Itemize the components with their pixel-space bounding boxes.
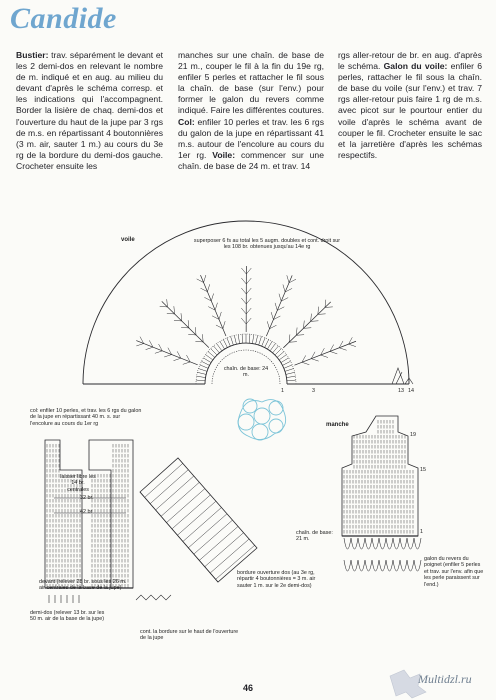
stitch-mark [202,334,203,342]
galon-loop [365,560,372,571]
center-note: laisser libre les 14 br. centrales [60,474,96,493]
stitch-mark [259,336,262,345]
bustier-heading: Bustier: [16,50,49,60]
stitch-mark [302,362,309,364]
stitch-mark [275,303,277,310]
stitch-mark [286,372,295,374]
stitch-mark [145,463,183,497]
stitch-mark [188,334,196,335]
stitch-mark [246,318,251,324]
stitch-mark [172,495,210,529]
stitch-mark [200,365,208,368]
stitch-mark [289,342,297,343]
demi-dos-stitch-rows [145,463,255,579]
stitch-mark [174,320,182,321]
stitch-mark [220,341,225,349]
galon-loop [386,560,393,571]
stitch-mark [246,298,251,304]
watermark: Multidzl.ru [418,672,472,686]
manche-stitch-rows [344,420,413,534]
stitch-mark [241,288,246,294]
stitch-mark [203,358,211,363]
stitch-mark [252,335,253,344]
stitch-mark [267,341,272,349]
galon-note: galon du revers du poignet (enfiler 5 perles et trav. sur l'env. afin que les perle paraissent sur l'end.) [424,556,484,588]
galon-loop [386,538,393,549]
stitch-mark [188,514,227,548]
galon-loop [379,538,386,549]
stitch-mark [197,376,206,377]
stitch-mark [256,335,258,344]
stitch-mark [183,508,222,542]
stitch-mark [146,347,153,349]
stitch-mark [241,268,246,274]
voile-base-label: chaîn. de base: 24 m. [223,366,269,379]
galon-loop [358,538,365,549]
stitch-mark [215,303,217,310]
stitch-mark [227,338,230,346]
stitch-mark [183,362,190,364]
stitch-mark [241,318,246,324]
stitch-mark [197,372,206,374]
stitch-mark [275,349,281,355]
galon-loop [393,560,400,571]
stitch-mark [160,306,168,307]
stitch-mark [311,359,318,361]
stitch-mark [242,334,243,343]
stitch-mark [205,533,244,567]
stitch-mark [208,352,215,358]
stitch-mark [262,338,265,346]
bustier-stitch-rows [47,444,128,588]
stitch-mark [211,349,217,355]
demi-dos-note: demi-dos (relever 13 br. sur les 50 m. air de la base de la jupe) [30,610,105,623]
galon-loop [414,538,421,549]
stitch-mark [155,351,162,353]
stitch-mark [294,341,356,365]
galon-loop [407,538,414,549]
bustier-text: trav. séparément le devant et les 2 demi-dos en relevant le nombre de m. indiqué et en aug. au milieu du devant d'après le schéma corresp. et les indications qui l'accompagnent. Border la lisière de chaq. demi-dos et l'ouverture du haut de la jupe par 3 rgs de m.s. en répartissant 4 boutonnières (3 m. air, sauter 1 m.) au cours du 3e rg de la bordure du demi-dos gauche. Crocheter ensuite les [16,50,163,171]
galon-loop [344,538,351,549]
galon-loop [400,560,407,571]
stitch-mark [281,358,289,363]
stitch-mark [207,284,209,291]
stitch-mark [196,380,205,381]
manche-row-19: 19 [410,432,416,438]
galon-loop [407,560,414,571]
voile-row-1: 1 [281,388,284,394]
stitch-mark [270,344,275,351]
voile-label: voile [121,237,135,243]
galon-loop [372,538,379,549]
stitch-mark [201,275,226,336]
galon-loop [379,560,386,571]
stitch-mark [283,302,330,348]
stitch-mark [161,482,199,516]
galon-loop [358,560,365,571]
voile-note: superposer 6 fs au total les 5 augm. doubles et cont. droit sur les 108 br. obtenues jusqu'au 14e rg [193,238,341,251]
stitch-mark [167,299,168,307]
stitch-mark [241,308,246,314]
stitch-mark [349,344,356,346]
stitch-mark [136,341,197,365]
stitch-mark [296,335,304,336]
stitch-mark [286,376,295,377]
stitch-mark [174,306,175,314]
stitch-mark [271,312,273,319]
galon-loop [372,560,379,571]
voile-row-3: 3 [312,388,315,394]
stitch-mark [277,352,284,358]
center-motif [238,399,286,440]
stitch-mark [188,320,189,328]
manche-row-15: 15 [420,467,426,473]
stitch-mark [150,470,188,504]
galon-loop [344,560,351,571]
manche-label: manche [326,422,349,428]
stitch-mark [283,284,285,291]
galon-loop [414,560,421,571]
col-heading: Col: [178,116,195,127]
count-32-label: 32 br. [80,495,94,501]
stitch-mark [283,361,291,365]
galon-loop [400,538,407,549]
galon-heading: Galon du voile: [383,61,448,72]
stitch-mark [181,313,182,321]
stitch-mark [211,293,213,300]
stitch-mark [156,476,194,510]
stitch-mark [287,275,289,282]
stitch-mark [273,346,279,353]
stitch-mark [194,520,233,554]
stitch-mark [231,336,234,345]
stitch-mark [214,346,220,353]
stitch-mark [241,298,246,304]
galon-loop [351,538,358,549]
stitch-mark [267,321,269,328]
manches-text: manches sur une chaîn. de base de 21 m., couper le fil à la fin du 19e rg, enfiler 5 perles et rattacher le fil sous la chaîn. de base (sur l'env.) pour former le galon du revers comme indiqué. Faire les différentes coutures. [178,50,324,116]
stitch-mark [265,339,269,347]
stitch-mark [167,313,175,314]
stitch-mark [249,334,250,343]
stitch-mark [318,314,326,315]
galon-text: enfiler 6 perles, rattacher le fil sous la chaîn. de base du voile (sur l'env.) et trav. 7 rgs aller-retour puis faire 1 rg de m.s. avec picot sur le pourtour entier du voile d'après le schéma avant de couper le fil. Crocheter ensuite le sac et la jarretière d'après les schémas respectifs. [338,61,482,160]
galon-loop [351,560,358,571]
manche-galon-loops [344,538,421,571]
stitch-mark [164,355,171,357]
stitch-mark [201,361,209,365]
stitch-mark [195,341,203,342]
stitch-mark [246,278,251,284]
cont-note: cont. la bordure sur le haut de l'ouverture de la jupe [140,629,239,642]
stitch-mark [217,344,222,351]
stitch-mark [177,501,215,535]
stitch-mark [279,294,281,301]
page-title: Candide [10,2,117,35]
count-42-label: 42 br [80,509,93,515]
stitch-mark [325,307,333,308]
stitch-mark [204,275,206,282]
col-note: col: enfiler 10 perles, et trav. les 6 rgs du galon de la jupe en répartissant 40 m. s. sur l'encolure au cours du 1er rg [30,408,142,427]
stitch-mark [241,278,246,284]
stitch-mark [219,312,221,319]
stitch-mark [198,369,207,372]
stitch-mark [195,327,196,335]
stitch-mark [321,355,328,357]
voile-rows-text: rgs aller-retour de br. en aug. d'après le schéma. [338,50,482,72]
stitch-mark [206,355,213,360]
stitch-mark [284,365,292,368]
stitch-mark [167,489,205,523]
stitch-mark [234,335,236,344]
stitch-mark [223,339,227,347]
stitch-mark [162,301,209,347]
stitch-mark [246,288,251,294]
voile-text: commencer sur une chaîn. de base de 24 m. et trav. 14 [178,149,324,171]
stitch-mark [339,348,346,350]
devant-note: devant (relever 28 br. sous les 26 m. air centrales de la base de la jupe) [39,579,127,592]
voile-row-13: 13 [398,388,404,394]
manche-base-label: chaîn. de base: 21 m. [296,530,333,543]
voile-heading: Voile: [212,149,236,160]
col-text: enfiler 10 perles et trav. les 6 rgs du galon de la jupe en répartissant 41 m.s. autour de l'encolure au cours du 1er rg. [178,116,324,160]
stitch-mark [181,327,189,328]
stitch-mark [238,335,239,344]
stitch-mark [311,321,319,322]
stitch-mark [223,321,225,328]
stitch-mark [210,539,249,573]
voile-row-14: 14 [408,388,414,394]
stitch-mark [173,358,180,360]
stitch-mark [246,308,251,314]
manche-diagram [342,416,421,571]
galon-loop [365,538,372,549]
page-number: 46 [242,683,253,693]
stitch-mark [287,380,296,381]
stitch-mark [246,268,251,274]
stitch-mark [136,344,143,346]
stitch-mark [266,275,292,336]
galon-loop [393,538,400,549]
stitch-mark [303,328,311,329]
manche-row-1: 1 [420,529,423,535]
stitch-mark [330,351,337,353]
stitch-mark [199,526,238,560]
stitch-mark [279,355,286,360]
stitch-mark [285,369,294,372]
bordure-note: bordure ouverture dos (au 3e rg, répartir 4 boutonnières = 3 m. air sauter 1 m. sur le 2e demi-dos) [237,570,316,589]
